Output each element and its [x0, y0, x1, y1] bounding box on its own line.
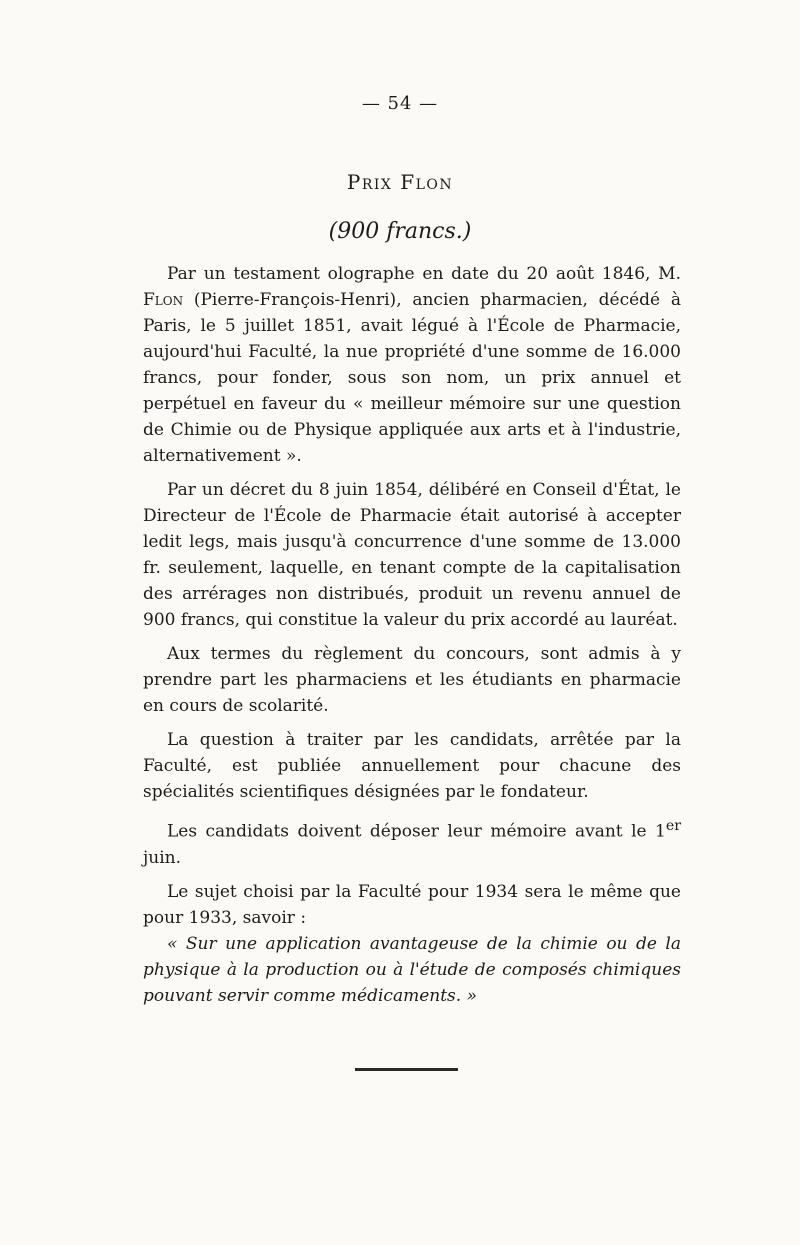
- paragraph-eligibility: Aux termes du règlement du concours, sont admis à y prendre part les pharmaciens et les étudiants en pharmacie en cours de scolarité.: [143, 644, 681, 716]
- paragraph-question: La question à traiter par les candidats, arrêtée par la Faculté, est publiée annuellement pour chacune des spécialités scientifiques désignées par le fondateur.: [143, 730, 681, 802]
- founder-name: Flon: [143, 290, 184, 310]
- paragraph-testament-before: Par un testament olographe en date du 20 août 1846, M.: [167, 264, 681, 284]
- paragraph-deadline-sup: er: [665, 818, 681, 834]
- paragraph-deadline-before: Les candidats doivent déposer leur mémoire avant le 1: [167, 821, 666, 842]
- body-text: [143, 261, 681, 1017]
- paragraph-testament: [143, 261, 681, 469]
- paragraph-testament-after: (Pierre-François-Henri), ancien pharmacien, décédé à Paris, le 5 juillet 1851, avait légué à l'École de Pharmacie, aujourd'hui Faculté, la nue propriété d'une somme de 16.000 francs, pour fonder, sous son nom, un prix annuel et perpétuel en faveur du « meilleur mémoire sur une question de Chimie ou de Physique appliquée aux arts et à l'industrie, alternativement ».: [143, 290, 681, 466]
- paragraph-deadline-after: juin.: [143, 847, 182, 868]
- section-title: Prix Flon: [346, 170, 454, 194]
- end-rule-divider: [355, 1068, 458, 1071]
- page-number: — 54 —: [361, 93, 439, 114]
- section-subtitle: (900 francs.): [328, 219, 472, 244]
- paragraph-deadline: [143, 813, 681, 871]
- paragraph-subject-quote: « Sur une application avantageuse de la chimie ou de la physique à la production ou à l'étude de composés chimiques pouvant servir comme médicaments. »: [143, 933, 681, 1006]
- paragraph-subject: Le sujet choisi par la Faculté pour 1934 sera le même que pour 1933, savoir :: [143, 881, 681, 928]
- paragraph-decree: Par un décret du 8 juin 1854, délibéré en Conseil d'État, le Directeur de l'École de Pharmacie était autorisé à accepter ledit legs, mais jusqu'à concurrence d'une somme de 13.000 fr. seulement, laquelle, en tenant compte de la capitalisation des arrérages non distribués, produit un revenu annuel de 900 francs, qui constitue la valeur du prix accordé au lauréat.: [143, 480, 681, 630]
